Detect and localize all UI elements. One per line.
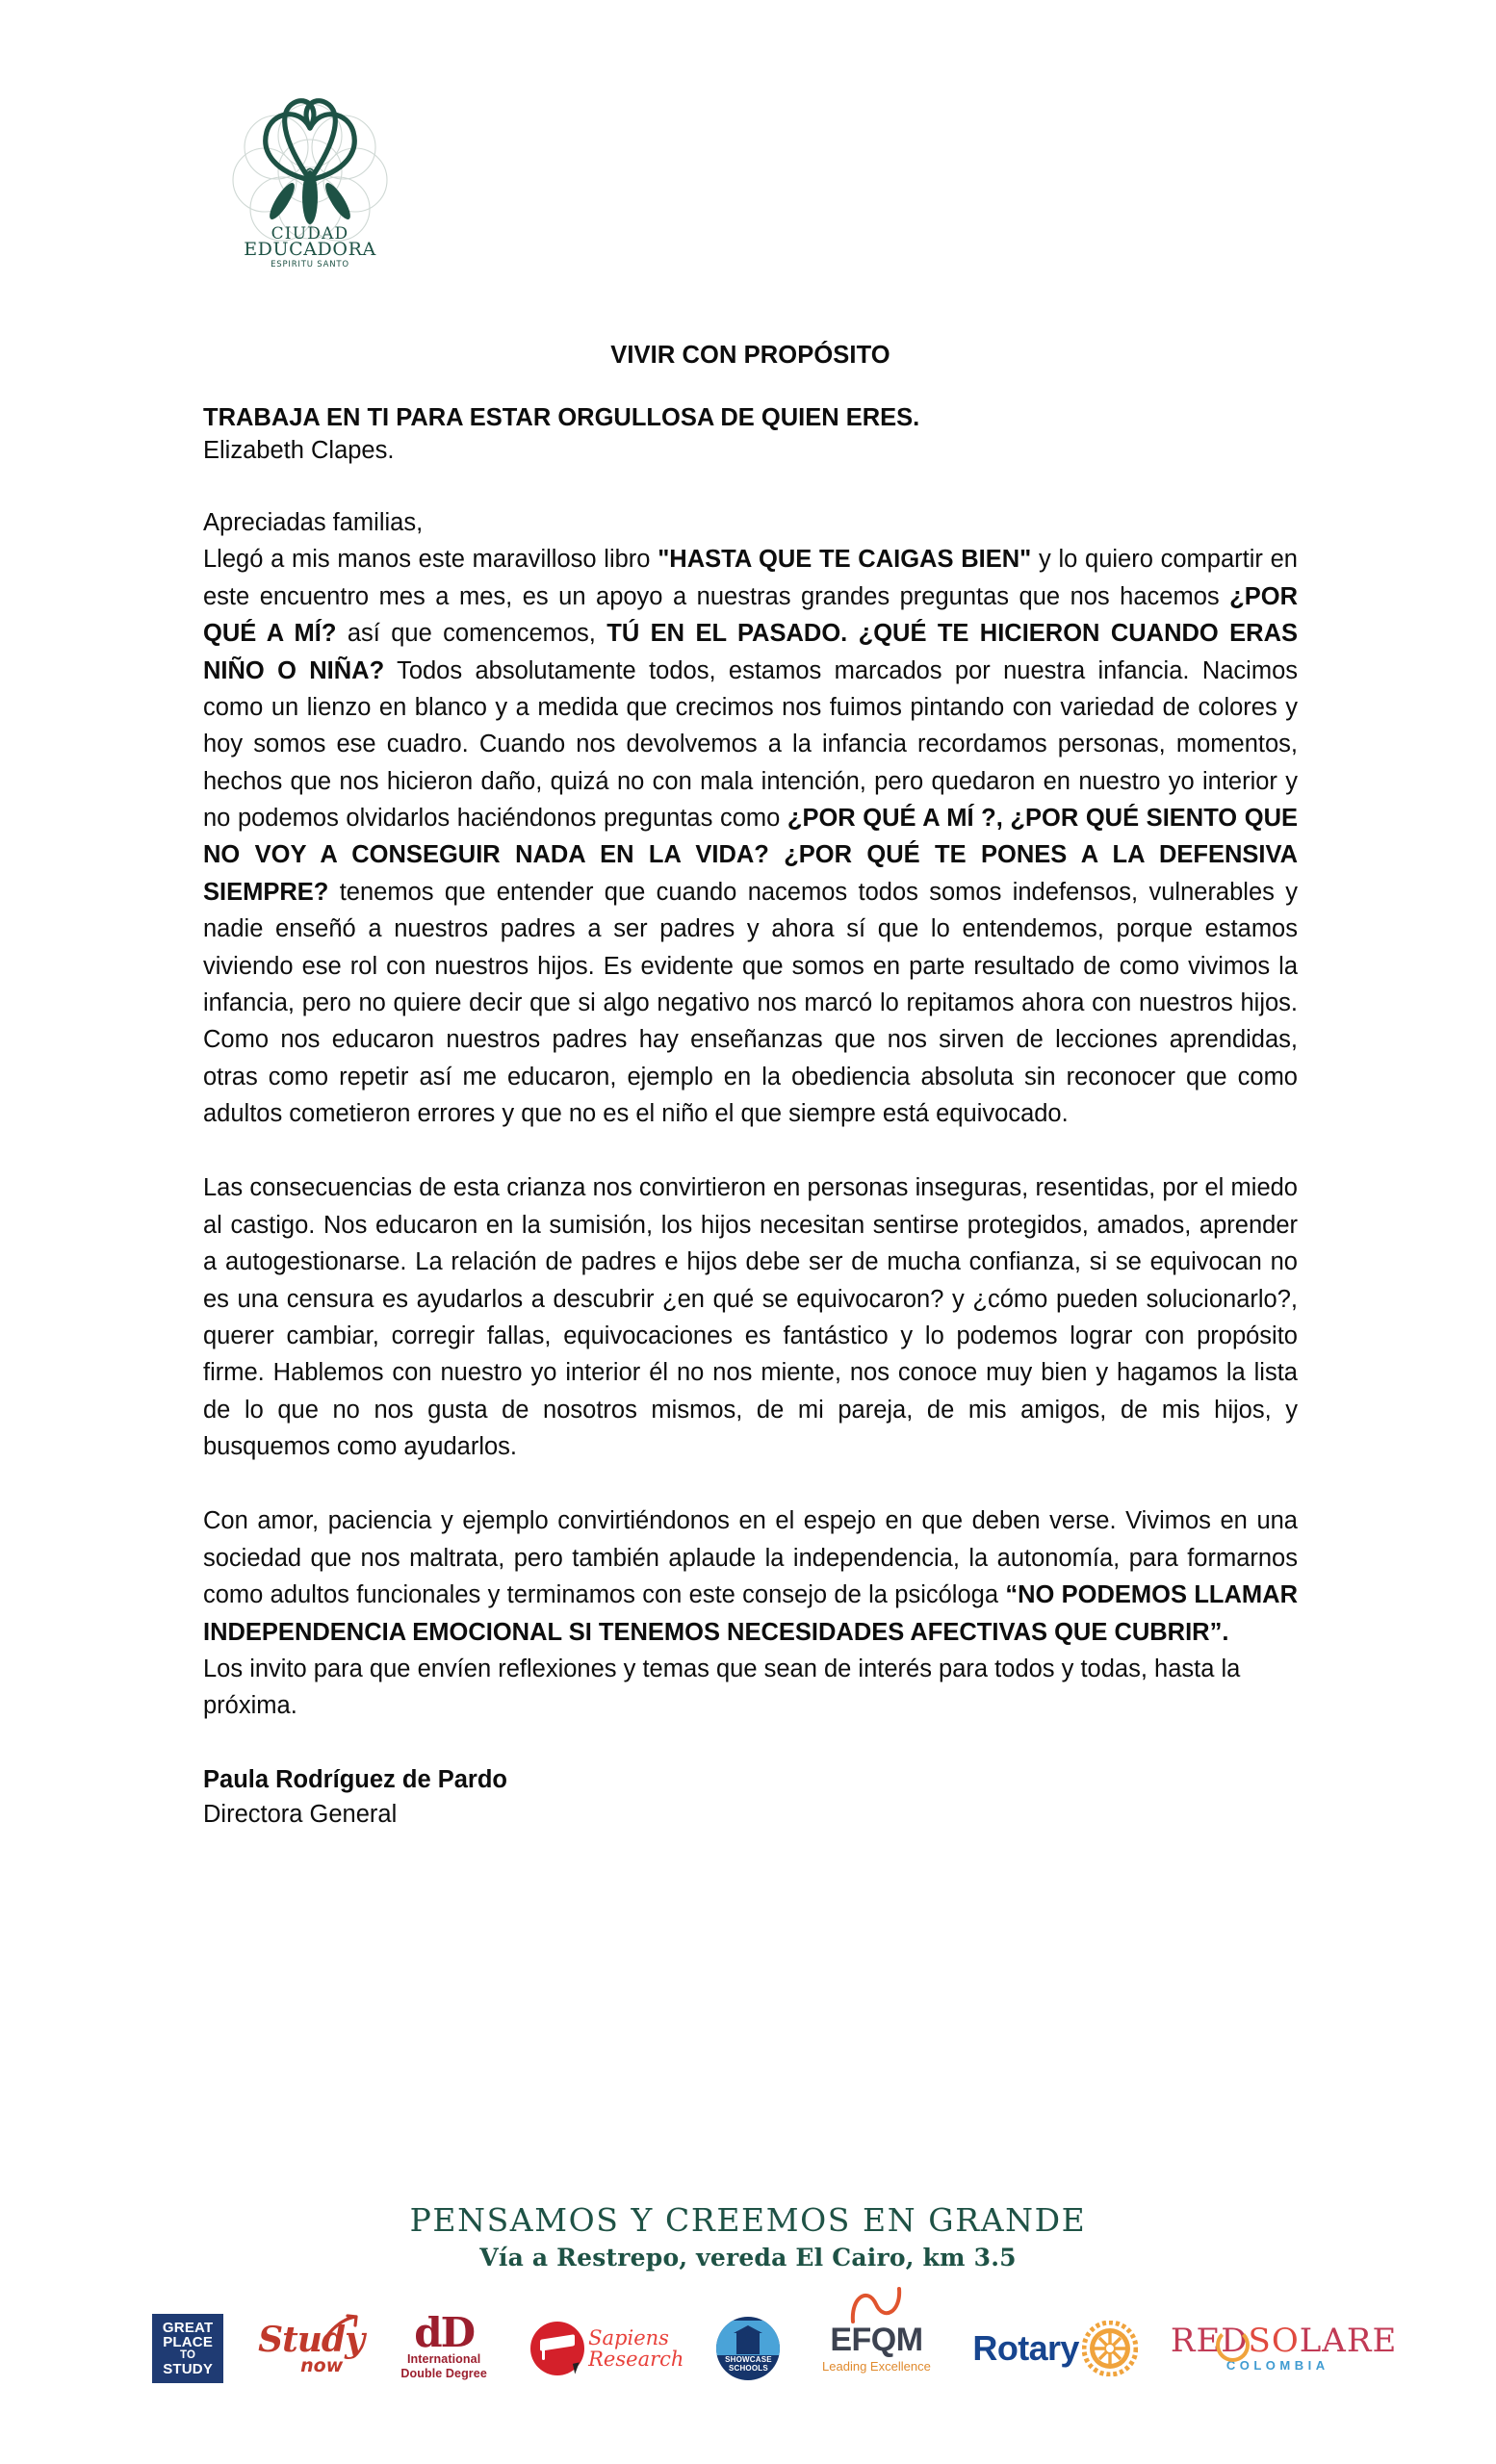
showcase-line2: SCHOOLS (728, 2364, 768, 2374)
redsolare-part4: LARE (1299, 2322, 1398, 2360)
paragraph-2: Las consecuencias de esta crianza nos convirtieron en personas inseguras, resentidas, por el miedo al castigo. Nos educaron en la sumisión, los hijos necesitan sentirse protegidos, amados, aprender a autogestionarse. La relación de padres e hijos debe ser de mucha confianza, si se equivocan no es una censura es ayudarlos a descubrir ¿en qué se equivocaron? y ¿cómo pueden solucionarlo?, querer cambiar, corregir fallas, equivocaciones es fantástico y lo podemos lograr con propósito firme. Hablemos con nuestro yo interior él no nos miente, nos conoce muy bien y hagamos la lista de lo que no nos gusta de nosotros mismos, de mi pareja, de mis amigos, de mis hijos, y busquemos como ayudarlos. (203, 1174, 1298, 1461)
redsolare-part2: S (1248, 2322, 1272, 2360)
dd-mark: dD (414, 2309, 475, 2357)
paragraph-3 (203, 1502, 1298, 1651)
gpts-line2: PLACE (163, 2334, 214, 2351)
great-place-to-study-logo (152, 2305, 223, 2392)
sapiens-research-logo (530, 2305, 684, 2392)
dd-line1: International (406, 2352, 481, 2367)
p3-text-1: Con amor, paciencia y ejemplo convirtiéndonos en el espejo en que deben verse. Vivimos en una sociedad que nos maltrata, pero también aplaude la independencia, la autonomía, para formarnos como adultos funcionales y terminamos con este consejo de la psicóloga (203, 1507, 1298, 1609)
page-title: VIVIR CON PROPÓSITO (610, 342, 890, 369)
cursor-icon (573, 2362, 581, 2374)
redsolare-part3: O (1271, 2322, 1300, 2360)
spacer (203, 1132, 1298, 1169)
gpts-line4: STUDY (163, 2360, 214, 2377)
p3-bold-1: “NO PODEMOS LLAMAR INDEPENDENCIA EMOCIONAL SI TENEMOS NECESIDADES AFECTIVAS QUE CUBRIR”. (203, 1581, 1298, 1646)
signature-role: Directora General (203, 1800, 398, 1828)
studynow-word: Study (258, 2320, 365, 2360)
gpts-line1: GREAT (162, 2320, 214, 2337)
logo-line2: EDUCADORA (244, 239, 376, 260)
study-now-logo (256, 2305, 365, 2392)
redsolare-part1: RED (1170, 2322, 1249, 2360)
efqm-sub: Leading Excellence (822, 2359, 931, 2374)
redsolare-sub: COLOMBIA (1225, 2358, 1329, 2373)
efqm-logo (812, 2305, 940, 2392)
showcase-schools-logo (716, 2305, 780, 2392)
letter-subtitle: TRABAJA EN TI PARA ESTAR ORGULLOSA DE QUIEN ERES. (203, 403, 920, 431)
gpts-line3: TO (180, 2348, 196, 2361)
sun-ring-icon (1216, 2328, 1250, 2362)
rotary-wheel-icon (1082, 2321, 1138, 2376)
p1-text-4: Todos absolutamente todos, estamos marcados por nuestra infancia. Nacimos como un lienzo en blanco y a medida que crecimos nos fuimos pintando con variedad de colores y hoy somos ese cuadro. Cuando nos devolvemos a la infancia recordamos personas, momentos, hechos que nos hicieron daño, quizá no con mala intención, pero quedaron en nuestro yo interior y no podemos olvidarlos haciéndonos preguntas como (203, 656, 1299, 833)
logo-line3: ESPIRITU SANTO (271, 260, 349, 270)
p1-bold-3: TÚ EN EL PASADO. ¿QUÉ TE HICIERON CUANDO ERAS NIÑO O NIÑA? (203, 620, 1298, 684)
efqm-word: EFQM (830, 2322, 923, 2358)
p1-text-1: Llegó a mis manos este maravilloso libro (203, 546, 658, 574)
graduation-cap-icon (530, 2322, 584, 2375)
p1-text-3: así que comencemos, (336, 620, 607, 648)
studynow-sub: now (300, 2355, 344, 2376)
p1-text-5: tenemos que entender que cuando nacemos todos somos indefensos, vulnerables y nadie enseñó a nuestros padres a ser padres y ahora sí que lo entendemos, porque estamos viviendo ese rol con nuestros hijos. Es evidente que somos en parte resultado de como vivimos la infancia, pero no quiere decir que si algo negativo nos marcó lo repitamos ahora con nuestros hijos. Como nos educaron nuestros padres hay enseñanzas que nos sirven de lecciones aprendidas, otras como repetir así me educaron, ejemplo en la obediencia absoluta sin reconocer que como adultos cometieron errores y que no es el niño el que siempre está equivocado. (203, 878, 1298, 1128)
spacer (203, 1725, 1298, 1762)
paragraph-1 (203, 541, 1298, 1132)
p1-bold-1: "HASTA QUE TE CAIGAS BIEN" (658, 546, 1032, 574)
showcase-line1: SHOWCASE (725, 2355, 772, 2365)
rotary-international-logo (972, 2305, 1137, 2392)
rotary-word: Rotary (972, 2328, 1079, 2368)
spacer (203, 468, 1298, 504)
logo-graphic (207, 72, 414, 270)
spacer (203, 1465, 1298, 1502)
paragraph-4: Los invito para que envíen reflexiones y temas que sean de interés para todos y todas, hasta la próxima. (203, 1655, 1241, 1720)
footer-tagline: PENSAMOS Y CREEMOS EN GRANDE (409, 2201, 1087, 2239)
p1-bold-4: ¿POR QUÉ A MÍ ?, ¿POR QUÉ SIENTO QUE NO VOY A CONSEGUIR NADA EN LA VIDA? ¿POR QUÉ TE PONES A LA DEFENSIVA SIEMPRE? (203, 805, 1298, 906)
dd-line2: Double Degree (400, 2367, 487, 2381)
sapiens-line2: Research (588, 2348, 684, 2371)
sapiens-line1: Sapiens (588, 2325, 669, 2349)
p1-bold-2: ¿POR QUÉ A MÍ? (203, 582, 1298, 648)
arrow-icon (324, 2314, 359, 2339)
salutation: Apreciadas familias, (203, 509, 424, 537)
logo-line1: CIUDAD (271, 224, 349, 244)
p1-text-2: y lo quiero compartir en este encuentro mes a mes, es un apoyo a nuestras grandes preguntas que nos hacemos (203, 546, 1298, 610)
international-double-degree-logo (390, 2305, 498, 2392)
footer-address: Vía a Restrepo, vereda El Cairo, km 3.5 (479, 2244, 1017, 2272)
school-building-icon (716, 2317, 780, 2380)
ciudad-educadora-logo (207, 72, 414, 270)
letter-body (203, 339, 1298, 1832)
letter-byline: Elizabeth Clapes. (203, 437, 395, 465)
signature-name: Paula Rodríguez de Pardo (203, 1765, 507, 1793)
partner-logo-strip (0, 2305, 1496, 2392)
red-solare-colombia-logo (1170, 2305, 1398, 2392)
efqm-loop-icon (847, 2285, 905, 2323)
footer (0, 2202, 1496, 2274)
